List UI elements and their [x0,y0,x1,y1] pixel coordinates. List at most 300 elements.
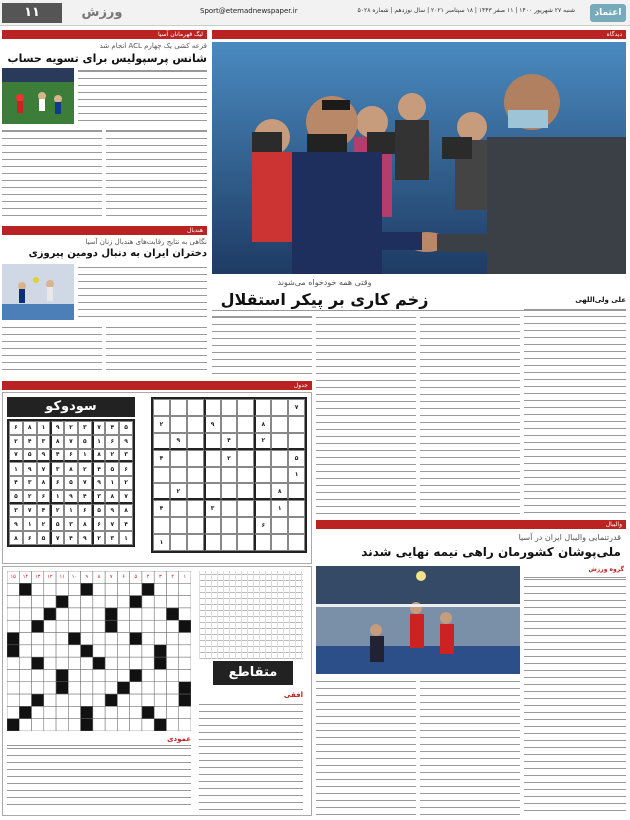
puzzle-cell[interactable] [237,450,254,467]
crossword-cell[interactable] [44,682,56,694]
crossword-column-number: ۴ [146,574,150,580]
section-email[interactable]: Sport@etemadnewspaper.ir [200,7,298,15]
crossword-cell[interactable] [32,596,44,608]
crossword-cell[interactable] [7,596,19,608]
crossword-cell[interactable] [19,669,31,681]
crossword-cell[interactable] [130,645,142,657]
page-number: ۱۱ [2,3,62,23]
crossword-cell[interactable] [44,706,56,718]
crossword-cell[interactable] [68,682,80,694]
crossword-cell[interactable] [44,657,56,669]
crossword-cell[interactable] [179,608,191,620]
crossword-cell[interactable] [117,657,129,669]
crossword-cell[interactable] [154,633,166,645]
puzzle-cell[interactable] [221,483,238,500]
handball-photo [2,264,74,320]
puzzle-cell[interactable] [187,416,204,433]
solution-cell: ۷ [23,504,37,518]
crossword-cell[interactable] [166,645,178,657]
puzzle-cell[interactable] [237,467,254,484]
puzzle-cell[interactable] [153,483,170,500]
crossword-cell[interactable] [130,694,142,706]
puzzle-cell[interactable] [288,433,305,450]
solution-cell: ۴ [64,531,78,545]
crossword-cell[interactable] [105,583,117,595]
crossword-cell[interactable] [19,682,31,694]
crossword-cell[interactable] [68,706,80,718]
crossword-cell[interactable] [7,608,19,620]
crossword-cell[interactable] [19,694,31,706]
crossword-cell[interactable] [81,633,93,645]
crossword-cell[interactable] [32,719,44,731]
sudoku-solution [7,419,135,547]
solution-cell: ۲ [50,504,64,518]
crossword-cell[interactable] [154,706,166,718]
crossword-cell[interactable] [68,620,80,632]
crossword-cell[interactable] [19,608,31,620]
crossword-cell[interactable] [130,682,142,694]
crossword-cell[interactable] [105,719,117,731]
story2-photo [2,264,74,320]
crossword-cell[interactable] [32,645,44,657]
puzzle-cell[interactable]: ۱ [288,467,305,484]
crossword-cell[interactable] [93,608,105,620]
puzzle-cell[interactable] [221,500,238,517]
crossword-cell[interactable] [142,719,154,731]
crossword-cell[interactable] [130,608,142,620]
crossword-cell[interactable] [81,608,93,620]
crossword-cell[interactable] [154,608,166,620]
crossword-cell[interactable] [142,608,154,620]
crossword-cell[interactable] [179,633,191,645]
puzzle-cell[interactable]: ۳ [204,500,221,517]
solution-cell: ۵ [92,504,106,518]
story1-body-c [106,128,207,220]
volleyball-title[interactable]: ملی‌پوشان کشورمان راهی نیمه نهایی شدند [361,545,621,559]
crossword-cell[interactable] [179,596,191,608]
puzzle-cell[interactable] [204,399,221,416]
tag-acl: لیگ قهرمانان آسیا [2,30,207,39]
crossword-column-number: ۳ [158,574,162,580]
crossword-cell[interactable] [32,633,44,645]
puzzle-cell[interactable]: ۲ [170,483,187,500]
sudoku-puzzle[interactable] [151,397,307,553]
puzzle-cell[interactable] [288,534,305,551]
crossword-cell[interactable] [117,596,129,608]
puzzle-cell[interactable] [271,399,288,416]
crossword-cell[interactable] [93,719,105,731]
solution-cell: ۶ [78,504,92,518]
puzzle-cell[interactable] [254,450,271,467]
solution-cell: ۱ [37,421,51,435]
crossword-cell[interactable] [179,657,191,669]
crossword-column-number: ۱۳ [34,574,41,580]
crossword-cell[interactable] [44,719,56,731]
solution-grid [7,419,135,547]
crossword-black-cell [105,694,117,706]
puzzle-cell[interactable] [153,467,170,484]
crossword-svg[interactable] [7,571,191,731]
press-photo [212,42,626,274]
puzzle-cell[interactable] [204,450,221,467]
crossword-cell[interactable] [117,608,129,620]
solution-cell: ۱ [64,504,78,518]
puzzle-cell[interactable] [254,500,271,517]
crossword-cell[interactable] [56,608,68,620]
solution-cell: ۱ [119,531,133,545]
solution-cell: ۷ [119,490,133,504]
puzzle-cell[interactable] [271,433,288,450]
puzzle-cell[interactable]: ۴ [153,500,170,517]
crossword-cell[interactable] [19,633,31,645]
crossword-cell[interactable] [154,620,166,632]
crossword-column-number: ۱۵ [10,574,16,580]
puzzle-cell[interactable] [221,399,238,416]
solution-cell: ۳ [119,449,133,463]
crossword-cell[interactable] [56,583,68,595]
crossword-cell[interactable] [142,682,154,694]
puzzle-cell[interactable] [170,399,187,416]
puzzle-cell[interactable] [221,467,238,484]
main-body-col4 [524,306,626,514]
tag-handball: هندبال [2,226,207,235]
crossword-black-cell [130,596,142,608]
puzzle-cell[interactable] [254,467,271,484]
puzzle-cell[interactable] [204,534,221,551]
crossword-cell[interactable] [105,682,117,694]
crossword-cell[interactable] [81,596,93,608]
crossword-cell[interactable] [19,645,31,657]
crossword-column-number: ۸ [97,574,101,580]
crossword-black-cell [179,694,191,706]
puzzle-cell[interactable]: ۱ [153,534,170,551]
crossword-cell[interactable] [56,719,68,731]
solution-cell: ۵ [9,490,23,504]
puzzle-cell[interactable] [237,416,254,433]
puzzle-cell[interactable]: ۲ [153,416,170,433]
crossword-cell[interactable] [68,694,80,706]
solution-cell: ۹ [37,449,51,463]
puzzle-cell[interactable] [271,416,288,433]
puzzle-cell[interactable] [187,433,204,450]
solution-cell: ۶ [23,531,37,545]
puzzle-cell[interactable] [254,534,271,551]
puzzle-cell[interactable] [204,483,221,500]
crossword-cell[interactable] [154,596,166,608]
crossword-cell[interactable] [142,596,154,608]
down-clues [7,745,191,811]
puzzle-cell[interactable] [153,517,170,534]
crossword-cell[interactable] [81,657,93,669]
puzzle-cell[interactable] [271,467,288,484]
solution-cell: ۵ [23,449,37,463]
puzzle-cell[interactable] [288,483,305,500]
puzzle-cell[interactable] [204,433,221,450]
crossword-cell[interactable] [166,620,178,632]
puzzle-cell[interactable] [237,534,254,551]
solution-cell: ۹ [105,504,119,518]
crossword-cell[interactable] [142,645,154,657]
crossword-black-cell [7,645,19,657]
crossword-cell[interactable] [154,682,166,694]
crossword-cell[interactable] [93,706,105,718]
crossword-cell[interactable] [166,719,178,731]
puzzle-cell[interactable] [187,500,204,517]
puzzle-cell[interactable] [221,534,238,551]
puzzle-cell[interactable] [271,517,288,534]
crossword-cell[interactable] [81,694,93,706]
crossword-cell[interactable] [117,633,129,645]
crossword-cell[interactable] [19,596,31,608]
crossword-cell[interactable] [19,620,31,632]
crossword-cell[interactable] [44,620,56,632]
puzzle-cell[interactable]: ۵ [288,450,305,467]
crossword-cell[interactable] [81,682,93,694]
crossword-cell[interactable] [7,706,19,718]
puzzle-cell[interactable] [237,399,254,416]
crossword-black-cell [56,596,68,608]
crossword-cell[interactable] [93,694,105,706]
solution-cell: ۸ [37,476,51,490]
puzzle-cell[interactable] [187,483,204,500]
crossword-cell[interactable] [117,645,129,657]
story1-body-a [78,68,207,125]
crossword-cell[interactable] [117,719,129,731]
crossword-cell[interactable] [68,669,80,681]
crossword-cell[interactable] [117,694,129,706]
crossword-cell[interactable] [56,657,68,669]
puzzle-cell[interactable] [254,399,271,416]
crossword-cell[interactable] [19,657,31,669]
puzzle-cell[interactable] [170,467,187,484]
crossword-cell[interactable] [44,669,56,681]
crossword-cell[interactable] [93,669,105,681]
crossword-cell[interactable] [117,620,129,632]
crossword-cell[interactable] [154,669,166,681]
crossword-cell[interactable] [166,583,178,595]
crossword-column-number: ۱ [183,574,187,580]
puzzle-cell[interactable] [237,433,254,450]
crossword-cell[interactable] [68,719,80,731]
puzzle-cell[interactable] [221,517,238,534]
crossword-cell[interactable] [130,583,142,595]
crossword-cell[interactable] [166,694,178,706]
solution-cell: ۸ [119,504,133,518]
crossword-cell[interactable] [32,608,44,620]
crossword-cell[interactable] [179,706,191,718]
puzzle-cell[interactable]: ۲ [254,433,271,450]
crossword-cell[interactable] [7,669,19,681]
crossword-cell[interactable] [142,657,154,669]
solution-cell: ۸ [64,462,78,476]
solution-cell: ۶ [92,517,106,531]
main-photo [212,42,626,274]
crossword-black-cell [81,719,93,731]
solution-cell: ۷ [64,435,78,449]
crossword-grid[interactable] [7,571,191,731]
crossword-cell[interactable] [105,645,117,657]
puzzle-cell[interactable]: ۱ [271,500,288,517]
volleyball-subtag: گروه ورزش [588,566,624,573]
puzzle-cell[interactable] [187,517,204,534]
puzzle-cell[interactable] [170,534,187,551]
solution-cell: ۳ [50,462,64,476]
puzzle-grid[interactable] [151,397,307,553]
solution-cell: ۳ [64,517,78,531]
crossword-cell[interactable] [19,719,31,731]
crossword-cell[interactable] [56,645,68,657]
puzzle-cell[interactable] [271,534,288,551]
solution-cell: ۸ [9,531,23,545]
crossword-cell[interactable] [166,633,178,645]
story2-title[interactable]: دختران ایران به دنبال دومین پیروزی [28,248,207,259]
story1-title[interactable]: شانس پرسپولیس برای تسویه حساب [7,52,207,65]
puzzle-cell[interactable]: ۷ [288,399,305,416]
puzzle-cell[interactable] [187,450,204,467]
puzzle-cell[interactable] [288,500,305,517]
puzzle-cell[interactable] [187,399,204,416]
solution-cell: ۵ [119,421,133,435]
crossword-cell[interactable] [68,596,80,608]
puzzle-cell[interactable] [204,467,221,484]
puzzle-cell[interactable]: ۲ [221,450,238,467]
puzzle-cell[interactable] [153,399,170,416]
crossword-cell[interactable] [68,608,80,620]
crossword-cell[interactable] [179,583,191,595]
puzzle-cell[interactable] [170,416,187,433]
solution-cell: ۵ [37,531,51,545]
puzzle-cell[interactable] [254,483,271,500]
crossword-cell[interactable] [81,669,93,681]
crossword-cell[interactable] [44,645,56,657]
crossword-cell[interactable] [32,669,44,681]
solution-cell: ۱ [78,449,92,463]
crossword-cell[interactable] [166,682,178,694]
page-header [0,0,630,26]
puzzle-cell[interactable] [288,517,305,534]
crossword-cell[interactable] [179,719,191,731]
puzzle-cell[interactable] [237,483,254,500]
crossword-cell[interactable] [7,694,19,706]
crossword-cell[interactable] [7,682,19,694]
crossword-cell[interactable] [105,633,117,645]
crossword-cell[interactable] [56,620,68,632]
crossword-cell[interactable] [44,583,56,595]
crossword-cell[interactable] [93,620,105,632]
crossword-cell[interactable] [142,669,154,681]
crossword-cell[interactable] [93,596,105,608]
puzzle-cell[interactable] [204,517,221,534]
crossword-cell[interactable] [105,706,117,718]
puzzle-cell[interactable] [153,433,170,450]
crossword-cell[interactable] [68,645,80,657]
solution-cell: ۹ [50,421,64,435]
crossword-cell[interactable] [7,620,19,632]
crossword-cell[interactable] [7,657,19,669]
puzzle-cell[interactable] [237,517,254,534]
puzzle-cell[interactable]: ۹ [204,416,221,433]
crossword-cell[interactable] [142,694,154,706]
story2-body-b [2,324,102,372]
crossword-cell[interactable] [117,669,129,681]
crossword-cell[interactable] [130,620,142,632]
crossword-cell[interactable] [130,657,142,669]
main-title[interactable]: زخم کاری بر پیکر استقلال [220,290,429,309]
crossword-cell[interactable] [105,596,117,608]
puzzle-cell[interactable]: ۸ [254,416,271,433]
crossword-cell[interactable] [7,583,19,595]
crossword-cell[interactable] [56,633,68,645]
sudoku-title: سودوکو [7,397,135,417]
crossword-cell[interactable] [142,633,154,645]
crossword-cell[interactable] [166,669,178,681]
crossword-cell[interactable] [142,620,154,632]
crossword-cell[interactable] [179,645,191,657]
crossword-cell[interactable] [117,583,129,595]
crossword-cell[interactable] [166,596,178,608]
crossword-cell[interactable] [44,694,56,706]
crossword-cell[interactable] [117,706,129,718]
crossword-cell[interactable] [68,583,80,595]
crossword-cell[interactable] [44,633,56,645]
crossword-cell[interactable] [130,719,142,731]
crossword-cell[interactable] [166,706,178,718]
puzzle-cell[interactable] [187,534,204,551]
crossword-black-cell [93,657,105,669]
crossword-cell[interactable] [154,583,166,595]
puzzle-cell[interactable] [221,416,238,433]
crossword-cell[interactable] [154,694,166,706]
puzzle-cell[interactable]: ۸ [271,483,288,500]
puzzle-cell[interactable] [170,500,187,517]
puzzle-cell[interactable]: ۶ [254,517,271,534]
crossword-cell[interactable] [93,633,105,645]
crossword-cell[interactable] [93,645,105,657]
crossword-cell[interactable] [93,583,105,595]
crossword-cell[interactable] [166,657,178,669]
crossword-cell[interactable] [56,706,68,718]
solution-cell: ۸ [105,490,119,504]
puzzle-cell[interactable]: ۴ [221,433,238,450]
main-byline: علی ولی‌اللهی [575,296,626,304]
puzzle-cell[interactable] [271,450,288,467]
puzzle-cell[interactable] [187,467,204,484]
puzzle-cell[interactable]: ۴ [153,450,170,467]
puzzle-cell[interactable]: ۹ [170,433,187,450]
solution-cell: ۲ [119,476,133,490]
crossword-cell[interactable] [56,694,68,706]
crossword-cell[interactable] [32,682,44,694]
crossword-black-cell [154,719,166,731]
crossword-cell[interactable] [93,682,105,694]
solution-cell: ۹ [23,462,37,476]
solution-cell: ۸ [50,435,64,449]
puzzle-cell[interactable] [288,416,305,433]
crossword-cell[interactable] [32,706,44,718]
solution-cell: ۱ [92,435,106,449]
crossword-cell[interactable] [105,657,117,669]
crossword-cell[interactable] [179,669,191,681]
puzzle-cell[interactable] [170,450,187,467]
crossword-cell[interactable] [81,620,93,632]
crossword-cell[interactable] [68,657,80,669]
puzzle-cell[interactable] [237,500,254,517]
crossword-cell[interactable] [32,583,44,595]
crossword-cell[interactable] [130,706,142,718]
crossword-cell[interactable] [44,596,56,608]
crossword-cell[interactable] [105,669,117,681]
puzzle-cell[interactable] [170,517,187,534]
